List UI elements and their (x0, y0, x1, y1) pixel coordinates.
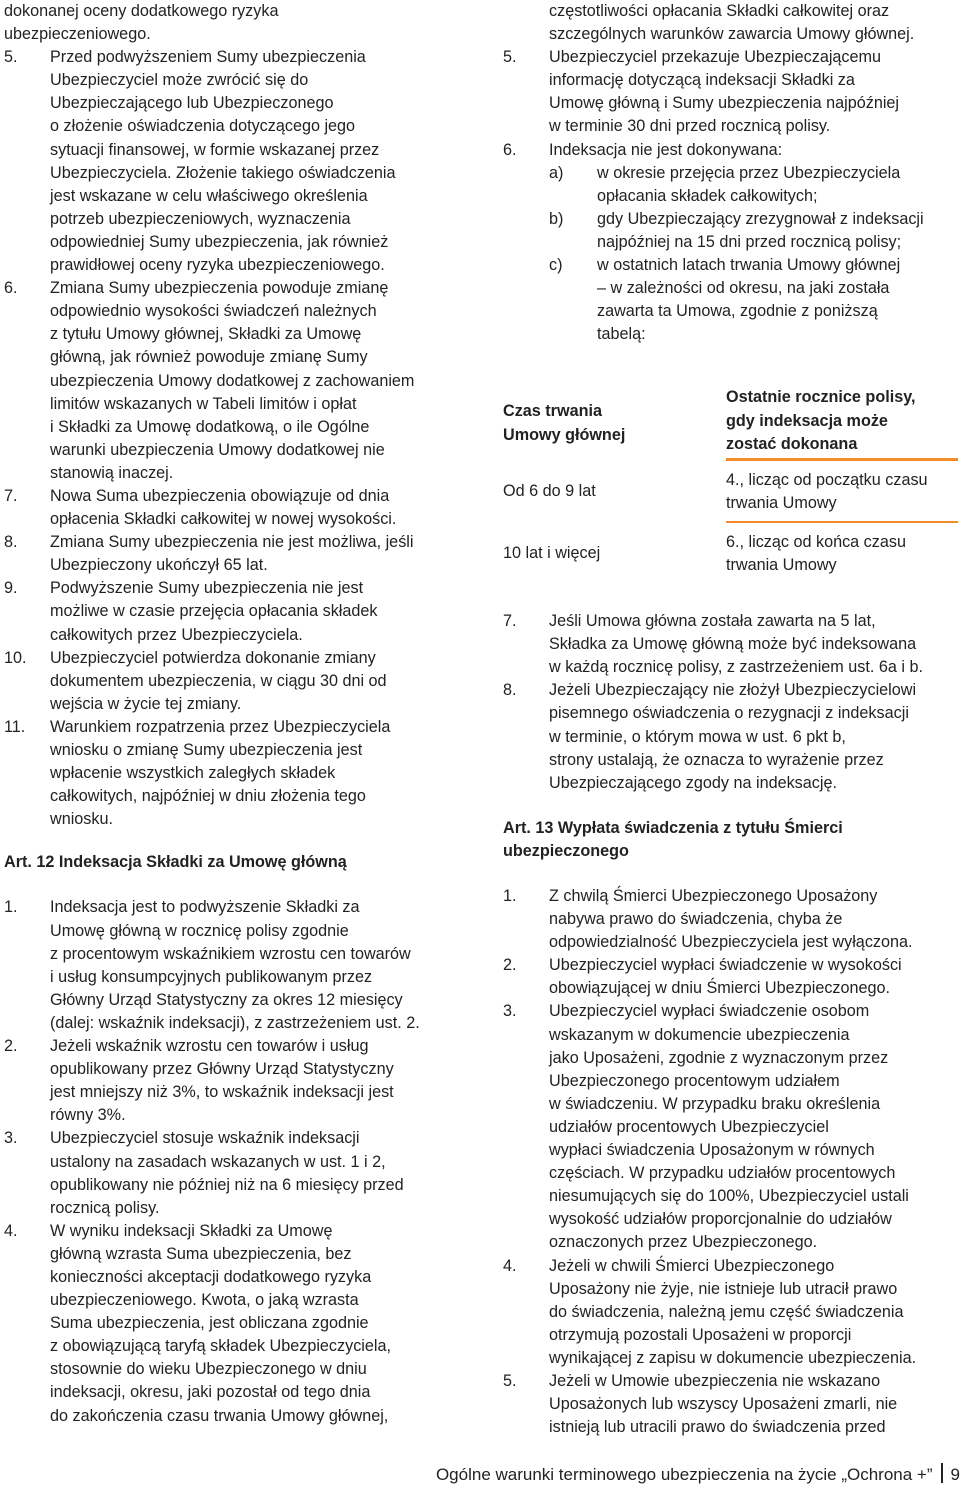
text-line: informację dotyczącą indeksacji Składki za (549, 71, 855, 90)
text-line: Indeksacja jest to podwyższenie Składki za (50, 898, 360, 917)
text-line: częstotliwości opłacania Składki całkowitej oraz (549, 2, 890, 20)
text-line: Składka za Umowę główną może być indeksowana (549, 635, 917, 654)
list-item-number: b) (549, 209, 564, 228)
text-line: nabywa prawo do świadczenia, chyba że (549, 910, 843, 929)
list-item (503, 1370, 960, 1439)
text-line: 10 lat i więcej (503, 544, 601, 563)
text-line: w ostatnich latach trwania Umowy głównej (597, 256, 901, 275)
list-item-number: 6. (503, 140, 517, 159)
list-item (503, 885, 960, 954)
list-item-number: 3. (503, 1002, 517, 1021)
text-line: W wyniku indeksacji Składki za Umowę (50, 1221, 333, 1240)
list-item-number: 11. (4, 717, 26, 736)
table-row (503, 461, 960, 521)
text-line: sytuacji finansowej, w formie wskazanej przez (50, 140, 380, 159)
right-list-b (503, 610, 960, 795)
list-item (503, 679, 960, 794)
text-line: Umowę główną w rocznicę polisy zgodnie (50, 921, 349, 940)
text-line: najpóźniej na 15 dni przed rocznicą polisy; (597, 232, 902, 251)
text-line: Czas trwania (503, 402, 602, 421)
text-line: ustalony na zasadach wskazanych w ust. 1 i 2, (50, 1152, 386, 1171)
footer-separator (941, 1463, 943, 1483)
list-item (4, 485, 474, 531)
text-line: główną wzrasta Suma ubezpieczenia, bez (50, 1244, 352, 1263)
list-item-number: 5. (503, 1371, 517, 1390)
text-line: Podwyższenie Sumy ubezpieczenia nie jest (50, 579, 364, 598)
text-line: jest mniejszy niż 3%, to wskaźnik indeksacji jest (50, 1083, 394, 1102)
text-line: Jeśli Umowa główna została zawarta na 5 lat, (549, 612, 876, 631)
text-line: istnieją lub utracili prawo do świadczenia przed (549, 1418, 886, 1437)
art13-list (503, 885, 960, 1439)
text-line: pisemnego oświadczenia o rezygnacji z indeksacji (549, 704, 909, 723)
list-item (549, 208, 960, 254)
text-line: do zakończenia czasu trwania Umowy głównej, (50, 1406, 389, 1425)
text-line: z procentowym wskaźnikiem wzrostu cen towarów (50, 944, 411, 963)
text-line: i usług konsumpcyjnych publikowanym przez (50, 967, 373, 986)
list-item (4, 1035, 474, 1127)
list-item-number: 9. (4, 579, 18, 598)
art13-heading (503, 817, 960, 863)
list-item (503, 46, 960, 138)
list-item-number: 7. (4, 486, 18, 505)
text-line: całkowitych przez Ubezpieczyciela. (50, 625, 303, 644)
text-line: Przed podwyższeniem Sumy ubezpieczenia (50, 48, 366, 67)
left-list-a (4, 46, 474, 831)
text-line: – w zależności od okresu, na jaki została (597, 279, 890, 298)
left-intro (4, 0, 474, 46)
text-line: oznaczonych przez Ubezpieczonego. (549, 1233, 818, 1252)
list-item (549, 254, 960, 346)
text-line: Jeżeli wskaźnik wzrostu cen towarów i usług (50, 1037, 369, 1056)
text-line: Ubezpieczyciel stosuje wskaźnik indeksacji (50, 1129, 360, 1148)
text-line: wejścia w życie tej zmiany. (50, 694, 242, 713)
list-item (4, 277, 474, 485)
list-item-number: 8. (4, 533, 18, 552)
text-line: z tytułu Umowy głównej, Składki za Umowę (50, 325, 362, 344)
list-item-number: c) (549, 256, 563, 275)
text-line: Główny Urząd Statystyczny za okres 12 miesięcy (50, 990, 403, 1009)
text-line: w terminie 30 dni przed rocznicą polisy. (549, 117, 831, 136)
text-line: odpowiedzialność Ubezpieczyciela jest wyłączona. (549, 933, 913, 952)
text-line: w okresie przejęcia przez Ubezpieczyciela (597, 163, 901, 182)
list-item (4, 1127, 474, 1219)
text-line: Warunkiem rozpatrzenia przez Ubezpieczyciela (50, 717, 391, 736)
list-item-number: 8. (503, 681, 517, 700)
text-line: 6., licząc od końca czasu (726, 532, 906, 551)
table-cell (503, 480, 726, 503)
list-item (4, 716, 474, 831)
text-line: otrzymują pozostali Uposażeni w proporcji (549, 1325, 852, 1344)
text-line: strony ustalają, że oznacza to wyrażenie przez (549, 750, 884, 769)
list-item-number: 2. (503, 956, 517, 975)
list-item (503, 610, 960, 679)
text-line: gdy Ubezpieczający zrezygnował z indeksacji (597, 209, 924, 228)
footer-title: Ogólne warunki terminowego ubezpieczenia na życie „Ochrona +” (435, 1465, 933, 1484)
list-item-number: 4. (503, 1256, 517, 1275)
list-item (4, 46, 474, 277)
text-line: Jeżeli Ubezpieczający nie złożył Ubezpieczycielowi (549, 681, 917, 700)
text-line: niesumujących się do 100%, Ubezpieczyciel ustali (549, 1187, 909, 1206)
text-line: dokumentem ubezpieczenia, w ciągu 30 dni od (50, 671, 387, 690)
table-cell (726, 531, 958, 577)
text-line: rocznicą polisy. (50, 1198, 160, 1217)
text-line: zostać dokonana (726, 434, 858, 453)
text-line: ubezpieczenia Umowy dodatkowej z zachowaniem (50, 371, 415, 390)
text-line: wpłacenie wszystkich zaległych składek (50, 764, 336, 783)
list-item (503, 1000, 960, 1254)
list-item (503, 139, 960, 162)
table-header-anniversaries (726, 386, 958, 460)
list-item (549, 162, 960, 208)
right-list-a (503, 46, 960, 161)
text-line: (dalej: wskaźnik indeksacji), z zastrzeżeniem ust. 2. (50, 1013, 420, 1032)
text-line: Ubezpieczyciela. Złożenie takiego oświadczenia (50, 163, 396, 182)
list-item (503, 1255, 960, 1370)
text-line: Nowa Suma ubezpieczenia obowiązuje od dnia (50, 486, 390, 505)
text-line: Ubezpieczyciel wypłaci świadczenie osobom (549, 1002, 870, 1021)
table-cell (726, 469, 958, 515)
text-line: trwania Umowy (726, 555, 837, 574)
text-line: indeksacji, okresu, jaki pozostał od tego dnia (50, 1383, 371, 1402)
right-column (503, 0, 960, 1439)
text-line: stosownie do wieku Ubezpieczonego w dniu (50, 1360, 367, 1379)
text-line: ubezpieczeniowego. (4, 25, 151, 44)
list-item (4, 1220, 474, 1428)
text-line: odpowiednio wysokości świadczeń należnych (50, 302, 377, 321)
text-line: potrzeb ubezpieczeniowych, wyznaczenia (50, 209, 351, 228)
text-line: stanowią inaczej. (50, 463, 174, 482)
text-line: Ubezpieczyciel przekazuje Ubezpieczającemu (549, 48, 882, 67)
text-line: opłacania składek całkowitych; (597, 186, 818, 205)
text-line: w każdą rocznicę polisy, z zastrzeżeniem ust. 6a i b. (549, 658, 923, 677)
list-item-number: 1. (503, 887, 517, 905)
list-item-number: a) (549, 163, 564, 182)
text-line: 4., licząc od początku czasu (726, 470, 928, 489)
text-line: ubezpieczeniowego. Kwota, o jaką wzrasta (50, 1291, 359, 1310)
text-line: Ubezpieczyciel potwierdza dokonanie zmiany (50, 648, 376, 667)
text-line: zawarta ta Umowa, zgodnie z poniższą (597, 302, 878, 321)
text-line: główną, jak również powoduje zmianę Sumy (50, 348, 368, 367)
list-item-number: 3. (4, 1129, 18, 1148)
text-line: Uposażonych lub wszyscy Uposażeni zmarli, nie (549, 1395, 898, 1414)
text-line: wskazanym w dokumencie ubezpieczenia (549, 1025, 850, 1044)
text-line: Ubezpieczyciel może zwrócić się do (50, 71, 309, 90)
text-line: opublikowany nie później niż na 6 miesięcy przed (50, 1175, 404, 1194)
list-item-number: 7. (503, 612, 517, 631)
text-line: limitów wskazanych w Tabeli limitów i opłat (50, 394, 357, 413)
text-line: z obowiązującą taryfą składek Ubezpieczyciela, (50, 1337, 392, 1356)
list-item (4, 647, 474, 716)
text-line: Indeksacja nie jest dokonywana: (549, 140, 783, 159)
text-line: Zmiana Sumy ubezpieczenia powoduje zmianę (50, 279, 389, 298)
text-line: obowiązującej w dniu Śmierci Ubezpieczonego. (549, 979, 891, 998)
right-subitems (503, 162, 960, 347)
table-row (503, 523, 960, 577)
table-header-row (503, 386, 960, 460)
text-line: wynikającej z zapisu w dokumencie ubezpieczenia. (549, 1348, 917, 1367)
text-line: wypłaci świadczenia Uposażonym w równych (549, 1141, 875, 1160)
text-line: Ubezpieczyciel wypłaci świadczenie w wysokości (549, 956, 902, 975)
text-line: Ubezpieczającego lub Ubezpieczonego (50, 94, 334, 113)
text-line: do świadczenia, należną jemu część świadczenia (549, 1302, 904, 1321)
text-line: konieczności akceptacji dodatkowego ryzyka (50, 1267, 372, 1286)
list-item (503, 954, 960, 1000)
art12-heading: Art. 12 Indeksacja Składki za Umowę główną (4, 853, 347, 872)
text-line: częściach. W przypadku udziałów procentowych (549, 1164, 896, 1183)
text-line: Ubezpieczającego zgody na indeksację. (549, 773, 837, 792)
text-line: Ubezpieczony ukończył 65 lat. (50, 556, 268, 575)
text-line: Z chwilą Śmierci Ubezpieczonego Uposażony (549, 887, 878, 905)
indexation-table (503, 386, 960, 577)
text-line: możliwe w czasie przejęcia opłacania składek (50, 602, 378, 621)
list-item (4, 896, 474, 1035)
text-line: Jeżeli w Umowie ubezpieczenia nie wskazano (549, 1371, 881, 1390)
text-line: udziałów procentowych Ubezpieczyciel (549, 1117, 829, 1136)
list-item-number: 10. (4, 648, 27, 667)
text-line: w terminie, o którym mowa w ust. 6 pkt b, (549, 727, 846, 746)
text-line: Art. 13 Wypłata świadczenia z tytułu Śmierci (503, 818, 843, 837)
text-line: tabelą: (597, 325, 646, 344)
list-item-number: 1. (4, 898, 18, 917)
table-cell (503, 542, 726, 565)
text-line: warunki ubezpieczenia Umowy dodatkowej nie (50, 440, 385, 459)
list-item (4, 531, 474, 577)
text-line: jako Uposażeni, zgodnie z wyznaczonym przez (549, 1048, 889, 1067)
text-line: Umowę główną i Sumy ubezpieczenia najpóźniej (549, 94, 900, 113)
text-line: opublikowany przez Główny Urząd Statystyczny (50, 1060, 394, 1079)
list-item (4, 577, 474, 646)
text-line: o złożenie oświadczenia dotyczącego jego (50, 117, 356, 136)
text-line: opłacenia Składki całkowitej w nowej wysokości. (50, 510, 397, 529)
text-line: szczególnych warunków zawarcia Umowy głównej. (549, 25, 915, 44)
art12-list (4, 896, 474, 1427)
text-line: w świadczeniu. W przypadku braku określenia (549, 1094, 881, 1113)
list-item-number: 5. (4, 48, 18, 67)
left-column (4, 0, 474, 1428)
text-line: wysokość udziałów proporcjonalnie do udziałów (549, 1210, 892, 1229)
list-item-number: 2. (4, 1037, 18, 1056)
text-line: Suma ubezpieczenia, jest obliczana zgodnie (50, 1314, 369, 1333)
page-number: 9 (950, 1465, 960, 1484)
text-line: Umowy głównej (503, 425, 626, 444)
table-header-duration (503, 400, 726, 446)
list-item-number: 5. (503, 48, 517, 67)
text-line: Zmiana Sumy ubezpieczenia nie jest możliwa, jeśli (50, 533, 414, 552)
text-line: trwania Umowy (726, 493, 837, 512)
text-line: prawidłowej oceny ryzyka ubezpieczeniowego. (50, 256, 385, 275)
text-line: wniosku. (50, 810, 113, 829)
text-line: Ubezpieczonego procentowym udziałem (549, 1071, 840, 1090)
list-item-number: 4. (4, 1221, 18, 1240)
text-line: Od 6 do 9 lat (503, 482, 596, 501)
text-line: równy 3%. (50, 1106, 126, 1125)
text-line: całkowitych, najpóźniej w dniu złożenia tego (50, 787, 366, 806)
text-line: odpowiedniej Sumy ubezpieczenia, jak również (50, 232, 389, 251)
text-line: gdy indeksacja może (726, 411, 888, 430)
text-line: dokonanej oceny dodatkowego ryzyka (4, 2, 279, 20)
text-line: ubezpieczonego (503, 841, 629, 860)
right-intro (503, 0, 960, 46)
text-line: i Składki za Umowę dodatkową, o ile Ogólne (50, 417, 370, 436)
text-line: Uposażony nie żyje, nie istnieje lub utracił prawo (549, 1279, 898, 1298)
text-line: Ostatnie rocznice polisy, (726, 388, 916, 407)
text-line: wniosku o zmianę Sumy ubezpieczenia jest (50, 741, 363, 759)
page-footer (436, 1463, 960, 1486)
text-line: Jeżeli w chwili Śmierci Ubezpieczonego (549, 1256, 835, 1275)
list-item-number: 6. (4, 279, 18, 298)
text-line: jest wskazane w celu właściwego określenia (50, 186, 368, 205)
